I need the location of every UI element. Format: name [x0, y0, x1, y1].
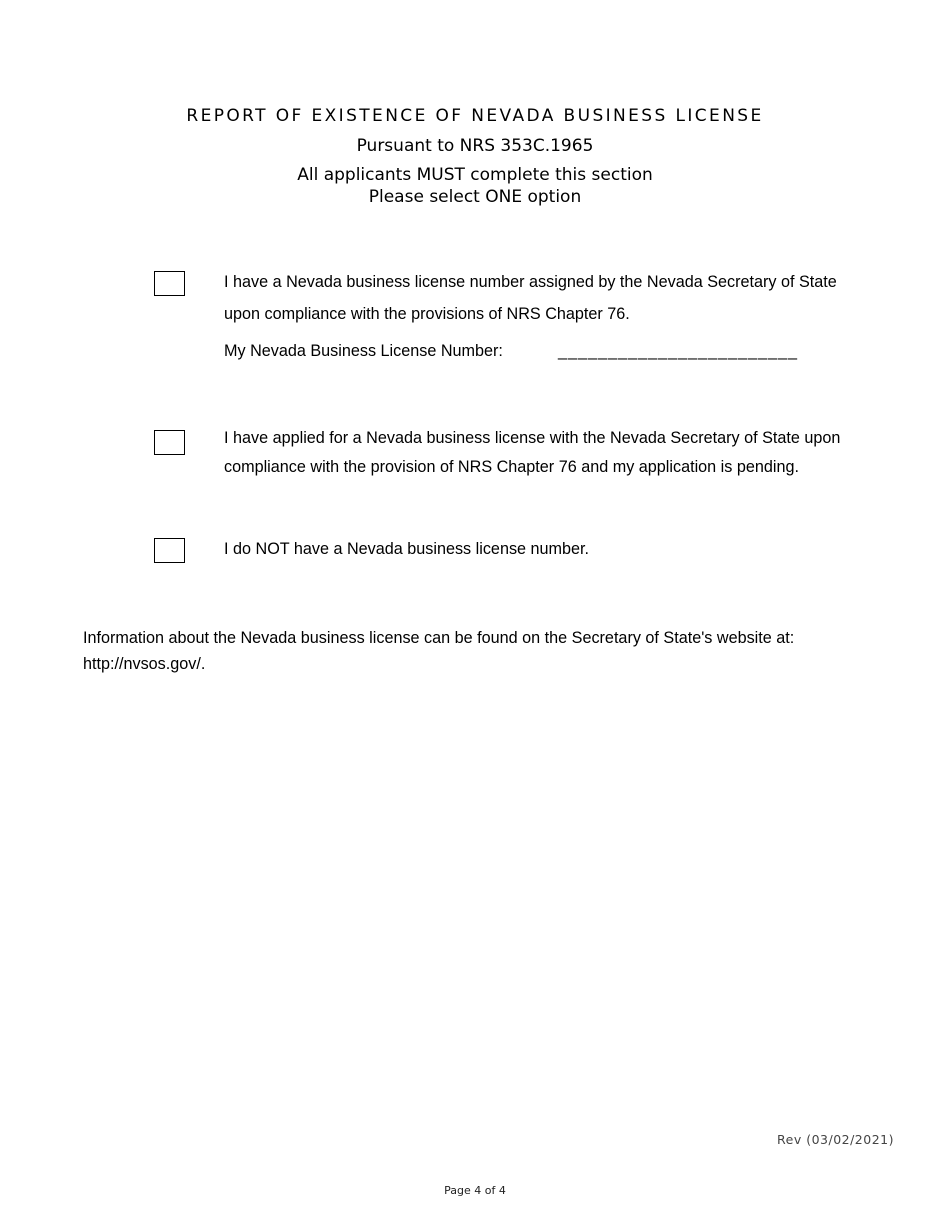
option-1-text: I have a Nevada business license number assigned by the Nevada Secretary of State upon compliance with the provisions of NRS Chapter 76.	[224, 273, 837, 323]
option-2-checkbox[interactable]	[154, 430, 185, 455]
license-number-field[interactable]: ________________________	[558, 342, 799, 360]
option-3-text: I do NOT have a Nevada business license number.	[224, 540, 590, 558]
instruction-text: All applicants MUST complete this section	[297, 165, 653, 185]
option-1-checkbox[interactable]	[154, 271, 185, 296]
license-number-row	[224, 342, 799, 361]
page-title: REPORT OF EXISTENCE OF NEVADA BUSINESS LICENSE	[186, 106, 764, 126]
info-paragraph: Information about the Nevada business license can be found on the Secretary of State's website at: http://nvsos.gov/.	[83, 629, 795, 673]
option-2-text: I have applied for a Nevada business license with the Nevada Secretary of State upon compliance with the provision of NRS Chapter 76 and my application is pending.	[224, 429, 841, 476]
page-number: Page 4 of 4	[444, 1184, 506, 1197]
statute-reference: Pursuant to NRS 353C.1965	[356, 136, 594, 156]
license-number-label: My Nevada Business License Number:	[224, 342, 503, 360]
revision-date: Rev (03/02/2021)	[777, 1132, 894, 1147]
option-3-checkbox[interactable]	[154, 538, 185, 563]
select-instruction: Please select ONE option	[368, 187, 582, 207]
